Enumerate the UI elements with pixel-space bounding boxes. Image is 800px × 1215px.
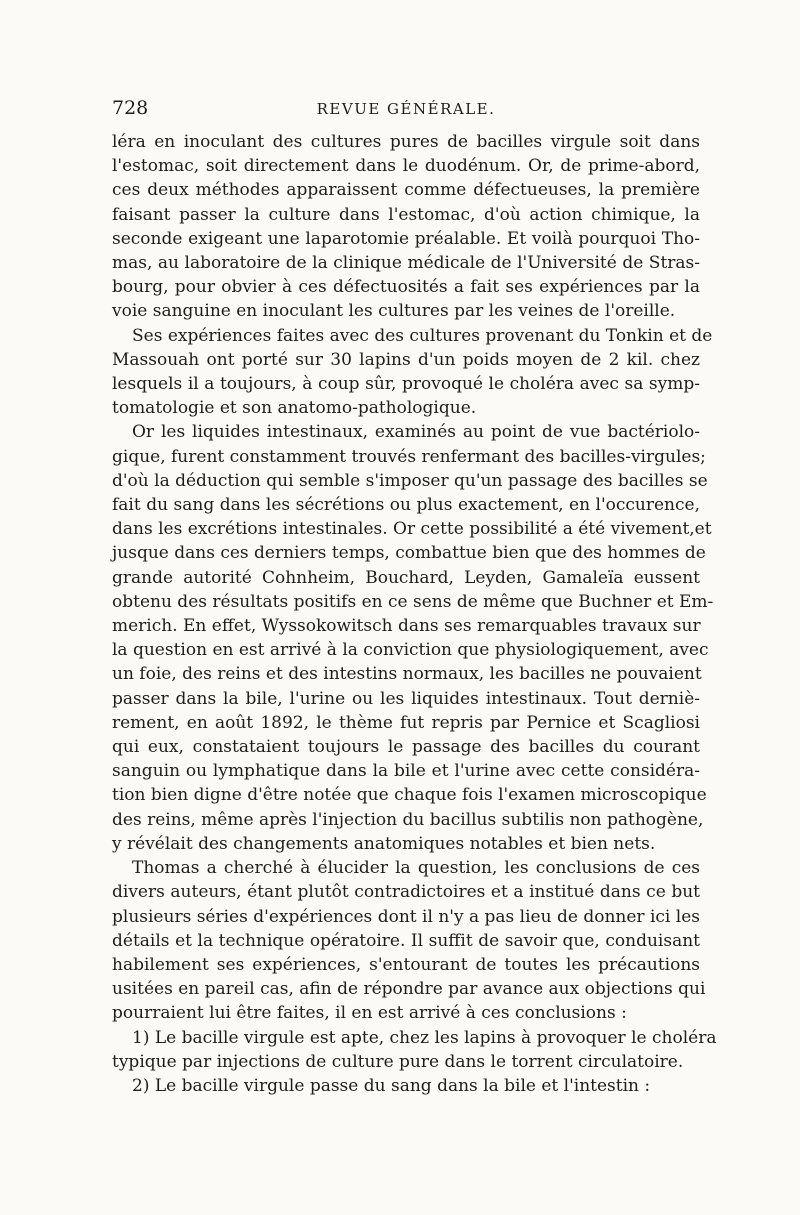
text-line: ces deux méthodes apparaissent comme défectueuses, la première [112,180,700,201]
text-line: Massouah ont porté sur 30 lapins d'un poids moyen de 2 kil. chez [112,349,700,370]
text-line: qui eux, constataient toujours le passage des bacilles du courant [112,737,700,758]
text-line: pourraient lui être faites, il en est arrivé à ces conclusions : [112,1003,627,1024]
page-header [112,95,700,125]
text-line: Thomas a cherché à élucider la question, les conclusions de ces [132,858,700,879]
text-line: seconde exigeant une laparotomie préalable. Et voilà pourquoi Tho- [112,228,700,249]
text-line: y révélait des changements anatomiques notables et bien nets. [112,833,656,854]
text-line: divers auteurs, étant plutôt contradictoires et a institué dans ce but [112,882,700,903]
text-line: plusieurs séries d'expériences dont il n'y a pas lieu de donner ici les [112,906,700,927]
text-line: d'où la déduction qui semble s'imposer qu'un passage des bacilles se [112,470,708,491]
text-line: sanguin ou lymphatique dans la bile et l'urine avec cette considéra- [112,761,700,782]
text-line: jusque dans ces derniers temps, combattue bien que des hommes de [112,543,706,564]
text-line: tion bien digne d'être notée que chaque fois l'examen microscopique [112,785,707,806]
text-line: un foie, des reins et des intestins normaux, les bacilles ne pouvaient [112,664,702,685]
text-line: typique par injections de culture pure dans le torrent circulatoire. [112,1051,684,1072]
text-line: des reins, même après l'injection du bacillus subtilis non pathogène, [112,809,704,830]
running-title: REVUE GÉNÉRALE. [316,100,496,118]
text-line: faisant passer la culture dans l'estomac, d'où action chimique, la [112,204,700,225]
text-line: merich. En effet, Wyssokowitsch dans ses remarquables travaux sur [112,616,701,637]
body-text [112,130,717,1098]
text-line: obtenu des résultats positifs en ce sens de même que Buchner et Em- [112,591,714,612]
text-line: gique, furent constamment trouvés renfermant des bacilles-virgules; [112,446,706,467]
text-line: lesquels il a toujours, à coup sûr, provoqué le choléra avec sa symp- [112,374,700,395]
text-line: grande autorité Cohnheim, Bouchard, Leyden, Gamaleïa eussent [112,567,700,588]
text-line: habilement ses expériences, s'entourant de toutes les précautions [112,954,700,975]
text-line: 2) Le bacille virgule passe du sang dans la bile et l'intestin : [132,1075,651,1096]
text-line: léra en inoculant des cultures pures de bacilles virgule soit dans [112,132,700,152]
text-line: 1) Le bacille virgule est apte, chez les lapins à provoquer le choléra [132,1027,717,1048]
text-line: usitées en pareil cas, afin de répondre par avance aux objections qui [112,979,706,1000]
text-line: la question en est arrivé à la conviction que physiologiquement, avec [112,640,709,661]
text-line: dans les excrétions intestinales. Or cette possibilité a été vivement,et [112,519,712,540]
text-line: l'estomac, soit directement dans le duodénum. Or, de prime-abord, [112,156,700,177]
text-line: Or les liquides intestinaux, examinés au point de vue bactériolo- [132,422,700,443]
text-line: rement, en août 1892, le thème fut repris par Pernice et Scagliosi [112,712,700,733]
text-line: passer dans la bile, l'urine ou les liquides intestinaux. Tout derniè- [112,688,700,709]
page-number: 728 [112,97,149,119]
text-line: détails et la technique opératoire. Il suffit de savoir que, conduisant [112,930,700,951]
text-line: tomatologie et son anatomo-pathologique. [112,398,477,419]
text-line: fait du sang dans les sécrétions ou plus exactement, en l'occurence, [112,495,700,516]
text-line: mas, au laboratoire de la clinique médicale de l'Université de Stras- [112,253,700,274]
text-line: voie sanguine en inoculant les cultures par les veines de l'oreille. [112,301,676,322]
text-line: bourg, pour obvier à ces défectuosités a fait ses expériences par la [112,277,700,298]
text-line: Ses expériences faites avec des cultures provenant du Tonkin et de [132,325,713,346]
